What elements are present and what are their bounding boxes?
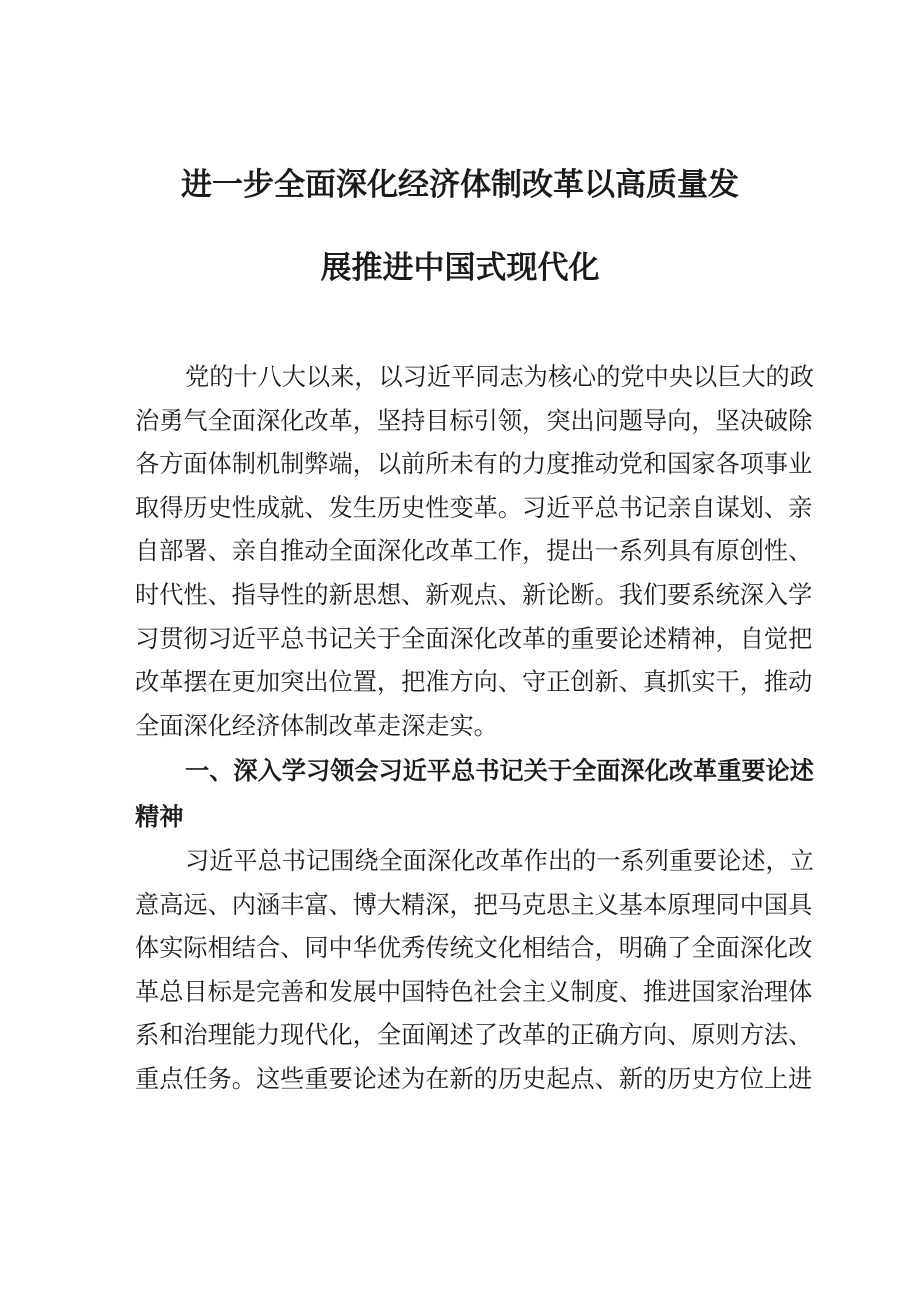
paragraph-line: 重点任务。这些重要论述为在新的历史起点、新的历史方位上进: [135, 1064, 813, 1093]
heading-line: 精神: [135, 803, 184, 831]
heading-line: 一、深入学习领会习近平总书记关于全面深化改革重要论述: [185, 757, 814, 785]
paragraph-line: 全面深化经济体制改革走深走实。: [135, 711, 498, 740]
paragraph-line: 改革摆在更加突出位置，把准方向、守正创新、真抓实干，推动: [135, 668, 813, 697]
paragraph-line: 意高远、内涵丰富、博大精深，把马克思主义基本原理同中国具: [135, 890, 813, 919]
paragraph-line: 时代性、指导性的新思想、新观点、新论断。我们要系统深入学: [135, 580, 813, 609]
paragraph-line: 革总目标是完善和发展中国特色社会主义制度、推进国家治理体: [135, 977, 813, 1006]
document-title-line-2: 展推进中国式现代化: [320, 250, 600, 286]
paragraph-line: 自部署、亲自推动全面深化改革工作，提出一系列具有原创性、: [135, 537, 813, 566]
document-title-line-1: 进一步全面深化经济体制改革以高质量发: [181, 167, 739, 203]
paragraph-1: [135, 356, 814, 748]
paragraph-line: 系和治理能力现代化，全面阐述了改革的正确方向、原则方法、: [135, 1021, 813, 1050]
paragraph-line: 体实际相结合、同中华优秀传统文化相结合，明确了全面深化改: [135, 934, 813, 963]
paragraph-line: 习贯彻习近平总书记关于全面深化改革的重要论述精神，自觉把: [135, 624, 813, 653]
paragraph-line: 习近平总书记围绕全面深化改革作出的一系列重要论述，立: [185, 847, 814, 875]
paragraph-line: 取得历史性成就、发生历史性变革。习近平总书记亲自谋划、亲: [135, 493, 813, 522]
paragraph-2: [135, 840, 814, 1102]
paragraph-line: 党的十八大以来，以习近平同志为核心的党中央以巨大的政: [185, 363, 814, 391]
section-heading-1: [135, 748, 814, 840]
paragraph-line: 治勇气全面深化改革，坚持目标引领，突出问题导向，坚决破除: [135, 406, 813, 435]
paragraph-line: 各方面体制机制弊端，以前所未有的力度推动党和国家各项事业: [135, 450, 813, 479]
